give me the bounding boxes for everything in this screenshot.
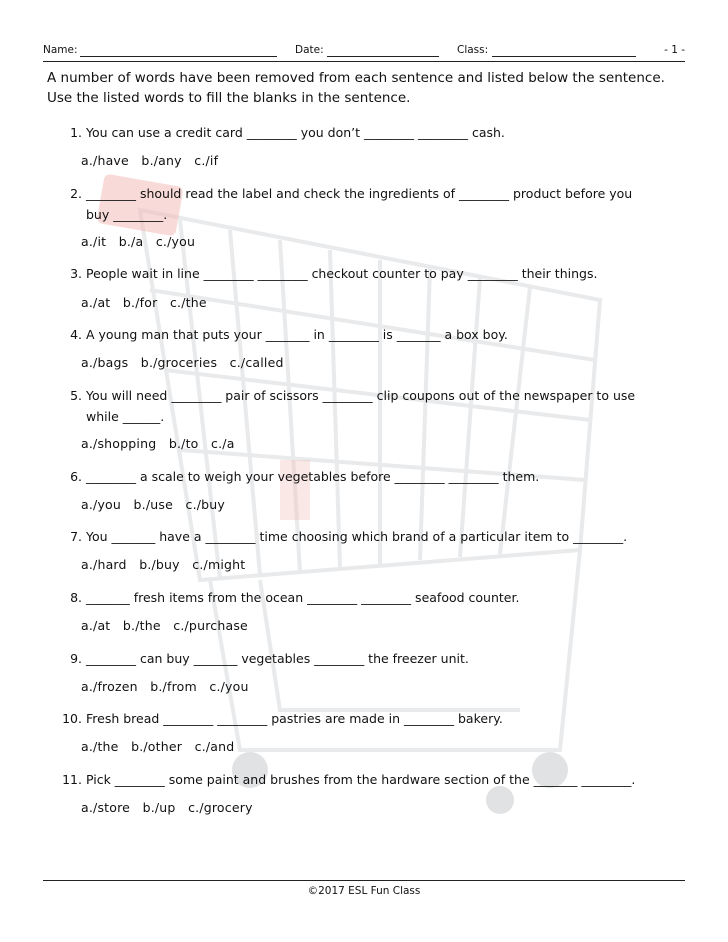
answer-options-10: a./the b./other c./and bbox=[81, 739, 235, 754]
worksheet-header bbox=[43, 42, 685, 62]
copyright-footer: ©2017 ESL Fun Class bbox=[307, 885, 421, 897]
answer-options-1: a./have b./any c./if bbox=[81, 153, 219, 168]
question-10 bbox=[60, 708, 670, 729]
class-blank[interactable] bbox=[492, 56, 636, 57]
question-5 bbox=[60, 385, 670, 427]
question-7 bbox=[60, 526, 670, 547]
question-8 bbox=[60, 587, 670, 608]
question-2 bbox=[60, 183, 670, 225]
question-number: 10. bbox=[62, 711, 82, 726]
question-number: 4. bbox=[70, 327, 82, 342]
question-sentence: ________ should read the label and check the ingredients of ________ product before you bbox=[85, 186, 633, 201]
question-3 bbox=[60, 263, 670, 284]
date-blank[interactable] bbox=[327, 56, 439, 57]
question-4 bbox=[60, 324, 670, 345]
page-number: - 1 - bbox=[664, 44, 685, 56]
question-sentence: People wait in line ________ ________ checkout counter to pay ________ their things. bbox=[85, 266, 598, 281]
question-number: 8. bbox=[70, 590, 82, 605]
question-6 bbox=[60, 466, 670, 487]
question-sentence: Pick ________ some paint and brushes from the hardware section of the _______ ________. bbox=[85, 772, 636, 787]
question-sentence: Fresh bread ________ ________ pastries are made in ________ bakery. bbox=[85, 711, 503, 726]
instructions: A number of words have been removed from each sentence and listed below the sentence. Use the listed words to fill the blanks in the sentence. bbox=[47, 70, 665, 106]
answer-options-3: a./at b./for c./the bbox=[81, 295, 207, 310]
question-number: 5. bbox=[70, 388, 82, 403]
question-sentence: You _______ have a ________ time choosing which brand of a particular item to ________. bbox=[85, 529, 628, 544]
question-sentence: You can use a credit card ________ you don’t ________ ________ cash. bbox=[85, 125, 505, 140]
question-9 bbox=[60, 648, 670, 669]
answer-options-7: a./hard b./buy c./might bbox=[81, 557, 246, 572]
question-number: 2. bbox=[70, 186, 82, 201]
question-number: 6. bbox=[70, 469, 82, 484]
answer-options-2: a./it b./a c./you bbox=[81, 234, 196, 249]
question-sentence: ________ a scale to weigh your vegetables before ________ ________ them. bbox=[85, 469, 540, 484]
header-rule bbox=[43, 61, 685, 62]
question-11 bbox=[60, 769, 670, 790]
question-sentence: A young man that puts your _______ in ________ is _______ a box boy. bbox=[85, 327, 508, 342]
question-number: 11. bbox=[62, 772, 82, 787]
answer-options-8: a./at b./the c./purchase bbox=[81, 618, 248, 633]
name-label: Name: bbox=[43, 44, 78, 56]
question-sentence-continued: buy ________. bbox=[85, 207, 168, 222]
answer-options-9: a./frozen b./from c./you bbox=[81, 679, 249, 694]
question-sentence: ________ can buy _______ vegetables ________ the freezer unit. bbox=[85, 651, 469, 666]
question-number: 3. bbox=[70, 266, 82, 281]
answer-options-11: a./store b./up c./grocery bbox=[81, 800, 253, 815]
date-label: Date: bbox=[295, 44, 324, 56]
question-number: 1. bbox=[70, 125, 82, 140]
question-1 bbox=[60, 122, 670, 143]
question-number: 7. bbox=[70, 529, 82, 544]
question-sentence-continued: while ______. bbox=[85, 409, 165, 424]
name-blank[interactable] bbox=[80, 56, 277, 57]
question-sentence: _______ fresh items from the ocean ________ ________ seafood counter. bbox=[85, 590, 520, 605]
question-number: 9. bbox=[70, 651, 82, 666]
footer-rule bbox=[43, 880, 685, 881]
question-sentence: You will need ________ pair of scissors ________ clip coupons out of the newspaper to use bbox=[85, 388, 636, 403]
answer-options-4: a./bags b./groceries c./called bbox=[81, 355, 284, 370]
answer-options-5: a./shopping b./to c./a bbox=[81, 436, 235, 451]
answer-options-6: a./you b./use c./buy bbox=[81, 497, 226, 512]
class-label: Class: bbox=[457, 44, 489, 56]
